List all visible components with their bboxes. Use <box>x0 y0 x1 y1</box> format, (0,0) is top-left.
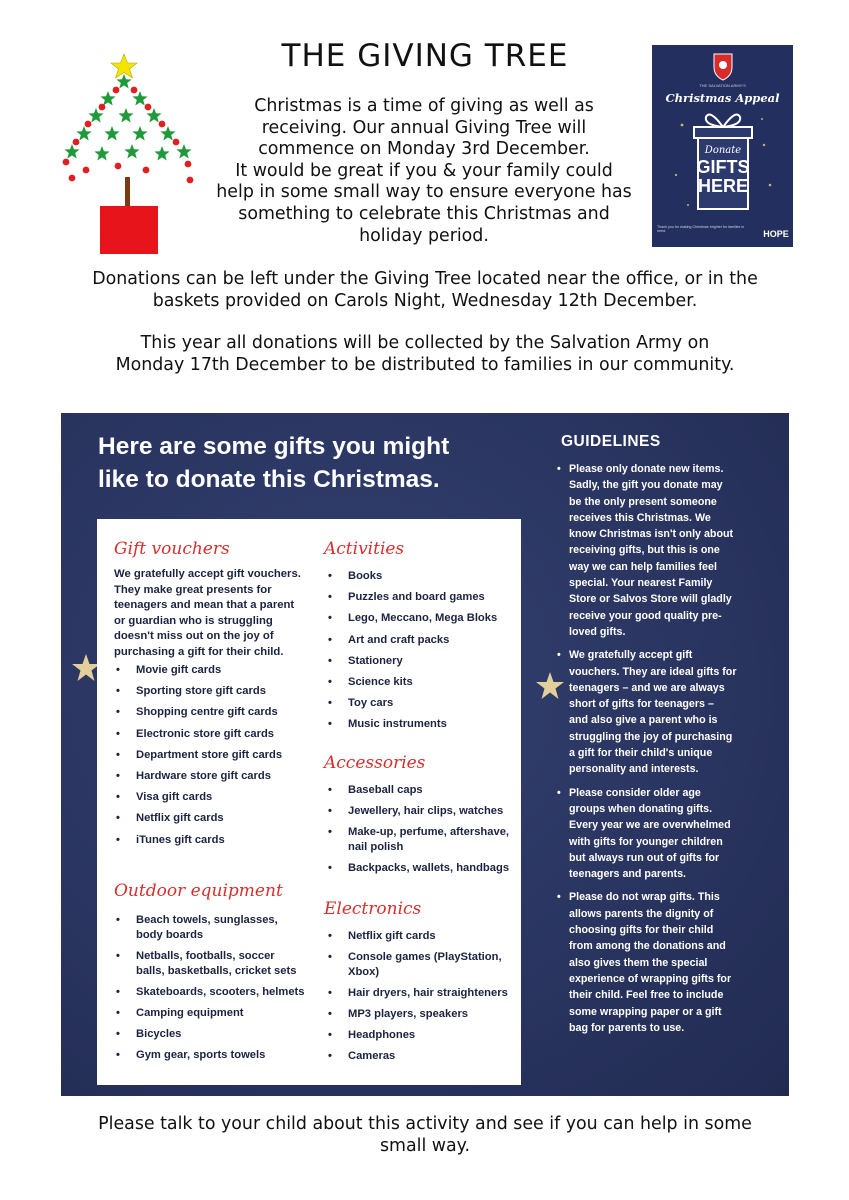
intro-line: something to celebrate this Christmas and <box>238 203 610 224</box>
guideline-line: receive your good quality pre- <box>569 609 722 622</box>
appeal-gifts: GIFTS <box>696 157 750 177</box>
guideline-item <box>555 647 781 777</box>
tree-pot <box>100 206 158 254</box>
list-item <box>114 1006 329 1021</box>
closing-line: Please talk to your child about this activity and see if you can help in some <box>98 1114 752 1134</box>
closing-paragraph <box>40 1113 810 1157</box>
guidelines-list <box>555 461 781 1043</box>
item-line: • Jewellery, hair clips, watches <box>348 805 504 817</box>
guideline-line: loved gifts. <box>569 625 626 638</box>
hope-logo: HOPE <box>763 229 789 239</box>
tree-ornament-icon <box>69 175 76 182</box>
guideline-line: with gifts for younger children <box>569 835 723 848</box>
list-item: • Toy cars <box>326 696 516 711</box>
list-item <box>114 1027 329 1042</box>
paragraph-line: Monday 17th December to be distributed to families in our community. <box>115 355 735 375</box>
activities-list <box>326 569 516 732</box>
item-line: body boards <box>136 929 204 941</box>
list-item <box>326 986 521 1001</box>
tree-star-icon <box>94 146 109 161</box>
desc-line: doesn't miss out on the joy of <box>114 630 274 642</box>
guideline-line: struggling the joy of purchasing <box>569 730 733 743</box>
item-line: • Baseball caps <box>348 784 423 796</box>
appeal-title: Christmas Appeal <box>665 91 780 105</box>
item-line: nail polish <box>348 841 404 853</box>
list-item <box>114 1048 329 1063</box>
list-item: • Books <box>326 569 516 584</box>
electronics-title: Electronics <box>324 899 422 919</box>
guideline-line: and also give a parent who is <box>569 714 718 727</box>
paragraph-line: This year all donations will be collected by the Salvation Army on <box>140 333 710 353</box>
list-item <box>326 825 516 855</box>
tree-star-icon <box>124 144 139 159</box>
intro-line: It would be great if you & your family could <box>235 160 613 181</box>
tree-star-icon <box>160 126 175 141</box>
list-item <box>326 929 521 944</box>
intro-line: holiday period. <box>359 225 489 246</box>
item-line: • Bicycles <box>136 1028 182 1040</box>
list-item: • Art and craft packs <box>326 633 516 648</box>
closing-line: small way. <box>379 1136 471 1156</box>
tree-ornament-icon <box>73 139 80 146</box>
tree-star-icon <box>64 144 79 159</box>
gift-suggestions-poster <box>61 413 789 1096</box>
item-line: Xbox) <box>348 966 380 978</box>
guideline-line: choosing gifts for their child <box>569 924 714 937</box>
desc-line: We gratefully accept gift vouchers. <box>114 568 301 580</box>
intro-line: commence on Monday 3rd December. <box>258 139 590 160</box>
list-item: • Music instruments <box>326 717 516 732</box>
guideline-line: experience of wrapping gifts for <box>569 972 732 985</box>
outdoor-equipment-list <box>114 913 329 1063</box>
item-line: • Make-up, perfume, aftershave, <box>348 826 510 838</box>
guideline-line: • Please only donate new items. <box>569 463 724 475</box>
tree-ornament-icon <box>83 167 90 174</box>
appeal-card-art <box>652 45 793 247</box>
paragraph-line: Donations can be left under the Giving Tree located near the office, or in the <box>92 269 758 289</box>
gift-vouchers-list <box>114 663 324 848</box>
page-title: THE GIVING TREE <box>281 38 569 74</box>
tree-ornament-icon <box>185 161 192 168</box>
gift-vouchers-description <box>114 567 324 660</box>
tree-star-icon <box>154 146 169 161</box>
guideline-line: allows parents the dignity of <box>569 907 714 920</box>
guideline-line: Every year we are overwhelmed <box>569 819 731 832</box>
item-line: • Console games (PlayStation, <box>348 951 502 963</box>
guideline-line: Store or Salvos Store will gladly <box>569 593 732 606</box>
guideline-line: know Christmas isn't only about <box>569 528 734 541</box>
appeal-donate: Donate <box>704 145 742 156</box>
appeal-footer: Thank you for making Christmas brighter for families in need. <box>657 225 745 234</box>
guideline-line: a gift for their child's unique <box>569 747 713 760</box>
intro-line: Christmas is a time of giving as well as <box>254 96 594 116</box>
list-item: • iTunes gift cards <box>114 833 324 848</box>
list-item: • Lego, Meccano, Mega Bloks <box>326 611 516 626</box>
item-line: • Camping equipment <box>136 1007 244 1019</box>
appeal-here: HERE <box>697 176 749 196</box>
donations-paragraph <box>40 268 810 312</box>
guideline-line: short of gifts for teenagers – <box>569 698 714 711</box>
item-line: balls, basketballs, cricket sets <box>136 965 297 977</box>
tree-ornament-icon <box>143 167 150 174</box>
activities-title: Activities <box>324 539 405 559</box>
tree-green-stars <box>64 74 191 161</box>
list-item <box>114 949 329 979</box>
tree-ornament-icon <box>115 163 122 170</box>
guidelines-title: GUIDELINES <box>561 433 661 450</box>
item-line: • Skateboards, scooters, helmets <box>136 986 305 998</box>
christmas-appeal-card <box>652 45 793 247</box>
guideline-line: their child. Feel free to include <box>569 989 724 1002</box>
list-item: • Department store gift cards <box>114 748 324 763</box>
list-item <box>326 804 516 819</box>
guideline-line: receives this Christmas. We <box>569 511 711 524</box>
item-line: • Cameras <box>348 1050 396 1062</box>
guideline-line: Sadly, the gift you donate may <box>569 479 723 492</box>
guideline-line: teenagers and parents. <box>569 868 687 881</box>
list-item: • Electronic store gift cards <box>114 727 324 742</box>
list-item <box>326 861 516 876</box>
guideline-line: receiving gifts, but this is one <box>569 544 720 557</box>
list-item: • Stationery <box>326 654 516 669</box>
item-line: • Gym gear, sports towels <box>136 1049 266 1061</box>
desc-line: purchasing a gift for their child. <box>114 645 284 658</box>
tree-star-icon <box>104 126 119 141</box>
tree-ornament-icon <box>145 104 152 111</box>
outdoor-equipment-title: Outdoor equipment <box>114 881 283 901</box>
guideline-line: vouchers. They are ideal gifts for <box>569 665 737 678</box>
guideline-line: way we can help families feel <box>569 560 717 573</box>
christmas-tree-icon <box>58 52 200 262</box>
intro-line: help in some small way to ensure everyone has <box>216 182 632 203</box>
collection-paragraph <box>40 332 810 376</box>
appeal-org: THE SALVATION ARMY'S <box>699 83 746 88</box>
desc-line: teenagers and mean that a parent <box>114 599 295 611</box>
list-item <box>326 1028 521 1043</box>
poster-heading <box>98 430 518 496</box>
tree-star-icon <box>176 144 191 159</box>
item-line: • Headphones <box>348 1029 416 1041</box>
list-item <box>326 783 516 798</box>
guideline-item <box>555 785 781 883</box>
guideline-line: be the only present someone <box>569 495 717 508</box>
poster-heading-line: Here are some gifts you might <box>98 433 450 460</box>
list-item <box>114 913 329 943</box>
tree-ornament-icon <box>159 121 166 128</box>
guideline-line: • Please do not wrap gifts. This <box>569 891 720 904</box>
tree-star-icon <box>132 126 147 141</box>
guideline-line: special. Your nearest Family <box>569 577 713 590</box>
guideline-line: • We gratefully accept gift <box>569 649 693 662</box>
tree-ornament-icon <box>85 121 92 128</box>
guideline-line: bag for parents to use. <box>569 1021 685 1034</box>
item-line: • MP3 players, speakers <box>348 1008 469 1020</box>
desc-line: or guardian who is struggling <box>114 614 273 627</box>
list-item: • Science kits <box>326 675 516 690</box>
tree-ornament-icon <box>99 104 106 111</box>
tree-ornament-icon <box>173 139 180 146</box>
tree-star-icon <box>118 108 133 123</box>
item-line: • Hair dryers, hair straighteners <box>348 987 508 999</box>
intro-line: receiving. Our annual Giving Tree will <box>261 117 587 138</box>
list-item: • Shopping centre gift cards <box>114 705 324 720</box>
paragraph-line: baskets provided on Carols Night, Wednesday 12th December. <box>152 291 698 311</box>
desc-line: They make great presents for <box>114 583 272 596</box>
tree-ornament-icon <box>63 159 70 166</box>
accessories-title: Accessories <box>324 753 426 773</box>
intro-paragraph <box>196 96 652 247</box>
tree-star-icon <box>100 91 115 106</box>
poster-heading-line: like to donate this Christmas. <box>98 466 440 493</box>
guideline-line: teenagers – and we are always <box>569 681 725 694</box>
list-item: • Puzzles and board games <box>326 590 516 605</box>
item-line: • Netflix gift cards <box>348 930 436 942</box>
salvation-army-shield-icon <box>714 54 732 80</box>
list-item: • Sporting store gift cards <box>114 684 324 699</box>
electronics-list <box>326 929 521 1064</box>
list-item <box>326 1049 521 1064</box>
list-item <box>114 985 329 1000</box>
list-item <box>326 950 521 980</box>
guideline-line: from among the donations and <box>569 940 726 953</box>
tree-ornament-icon <box>187 177 194 184</box>
gift-vouchers-title: Gift vouchers <box>114 539 230 559</box>
guideline-line: • Please consider older age <box>569 786 701 799</box>
guideline-item <box>555 461 781 640</box>
list-item: • Visa gift cards <box>114 790 324 805</box>
tree-ornament-icon <box>131 87 138 94</box>
tree-trunk <box>125 177 130 207</box>
guideline-line: personality and interests. <box>569 763 699 776</box>
guideline-line: also gives them the special <box>569 956 708 969</box>
guideline-line: but always run out of gifts for <box>569 851 720 864</box>
gift-list-card <box>97 519 521 1085</box>
tree-ornament-icon <box>113 87 120 94</box>
guideline-item <box>555 889 781 1036</box>
item-line: • Backpacks, wallets, handbags <box>348 862 510 874</box>
guideline-line: some wrapping paper or a gift <box>569 1005 722 1018</box>
list-item: • Hardware store gift cards <box>114 769 324 784</box>
list-item <box>326 1007 521 1022</box>
guideline-line: groups when donating gifts. <box>569 802 713 815</box>
list-item: • Netflix gift cards <box>114 811 324 826</box>
item-line: • Beach towels, sunglasses, <box>136 914 278 926</box>
item-line: • Netballs, footballs, soccer <box>136 950 275 962</box>
list-item: • Movie gift cards <box>114 663 324 678</box>
tree-star-icon <box>76 126 91 141</box>
accessories-list <box>326 783 516 876</box>
